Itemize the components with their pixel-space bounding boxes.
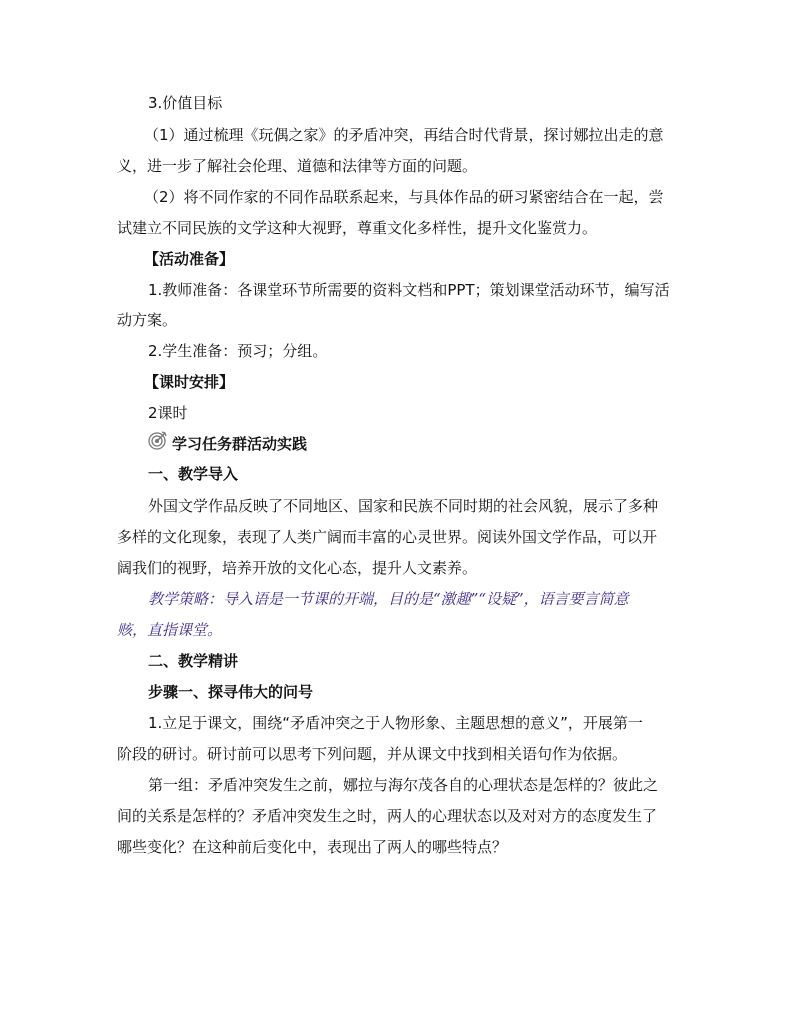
strategy-note-line1: 教学策略：导入语是一节课的开端，目的是“激趣”“设疑”，语言要言简意 (148, 590, 629, 608)
value-goal-2-line1: （2）将不同作家的不同作品联系起来，与具体作品的研习紧密结合在一起，尝 (144, 188, 664, 206)
teacher-prep-line1: 1.教师准备：各课堂环节所需要的资料文档和PPT；策划课堂活动环节，编写活 (148, 281, 670, 299)
group1-line1: 第一组：矛盾冲突发生之前，娜拉与海尔茂各自的心理状态是怎样的？彼此之 (148, 776, 659, 794)
value-goal-1-line1: （1）通过梳理《玩偶之家》的矛盾冲突，再结合时代背景，探讨娜拉出走的意 (144, 126, 664, 144)
step1-para-line2: 阶段的研讨。研讨前可以思考下列问题，并从课文中找到相关语句作为依据。 (117, 745, 628, 763)
practice-heading: 学习任务群活动实践 (172, 435, 308, 453)
activity-prep-heading: 【活动准备】 (144, 250, 235, 268)
group1-line2: 间的关系是怎样的？矛盾冲突发生之时，两人的心理状态以及对对方的态度发生了 (117, 807, 658, 825)
value-goal-2-line2: 试建立不同民族的文学这种大视野，尊重文化多样性，提升文化鉴赏力。 (117, 219, 598, 237)
lecture-heading: 二、教学精讲 (148, 652, 239, 670)
student-prep: 2.学生准备：预习；分组。 (148, 342, 328, 360)
step1-heading: 步骤一、探寻伟大的问号 (148, 683, 314, 701)
strategy-note-line2: 赅，直指课堂。 (117, 621, 223, 639)
group1-line3: 哪些变化？在这种前后变化中，表现出了两人的哪些特点？ (117, 838, 508, 856)
schedule-heading: 【课时安排】 (144, 373, 235, 391)
step1-para-line1: 1.立足于课文，围绕“矛盾冲突之于人物形象、主题思想的意义”，开展第一 (148, 714, 643, 732)
intro-para-line1: 外国文学作品反映了不同地区、国家和民族不同时期的社会风貌，展示了多种 (148, 497, 659, 515)
teacher-prep-line2: 动方案。 (117, 311, 178, 329)
value-goals-heading: 3.价值目标 (148, 94, 223, 112)
value-goal-1-line2: 义，进一步了解社会伦理、道德和法律等方面的问题。 (117, 157, 478, 175)
target-icon (148, 430, 168, 450)
intro-heading: 一、教学导入 (148, 465, 239, 483)
intro-para-line2: 多样的文化现象，表现了人类广阔而丰富的心灵世界。阅读外国文学作品，可以开 (117, 528, 658, 546)
intro-para-line3: 阔我们的视野，培养开放的文化心态，提升人文素养。 (117, 559, 478, 577)
schedule-value: 2课时 (148, 404, 188, 422)
